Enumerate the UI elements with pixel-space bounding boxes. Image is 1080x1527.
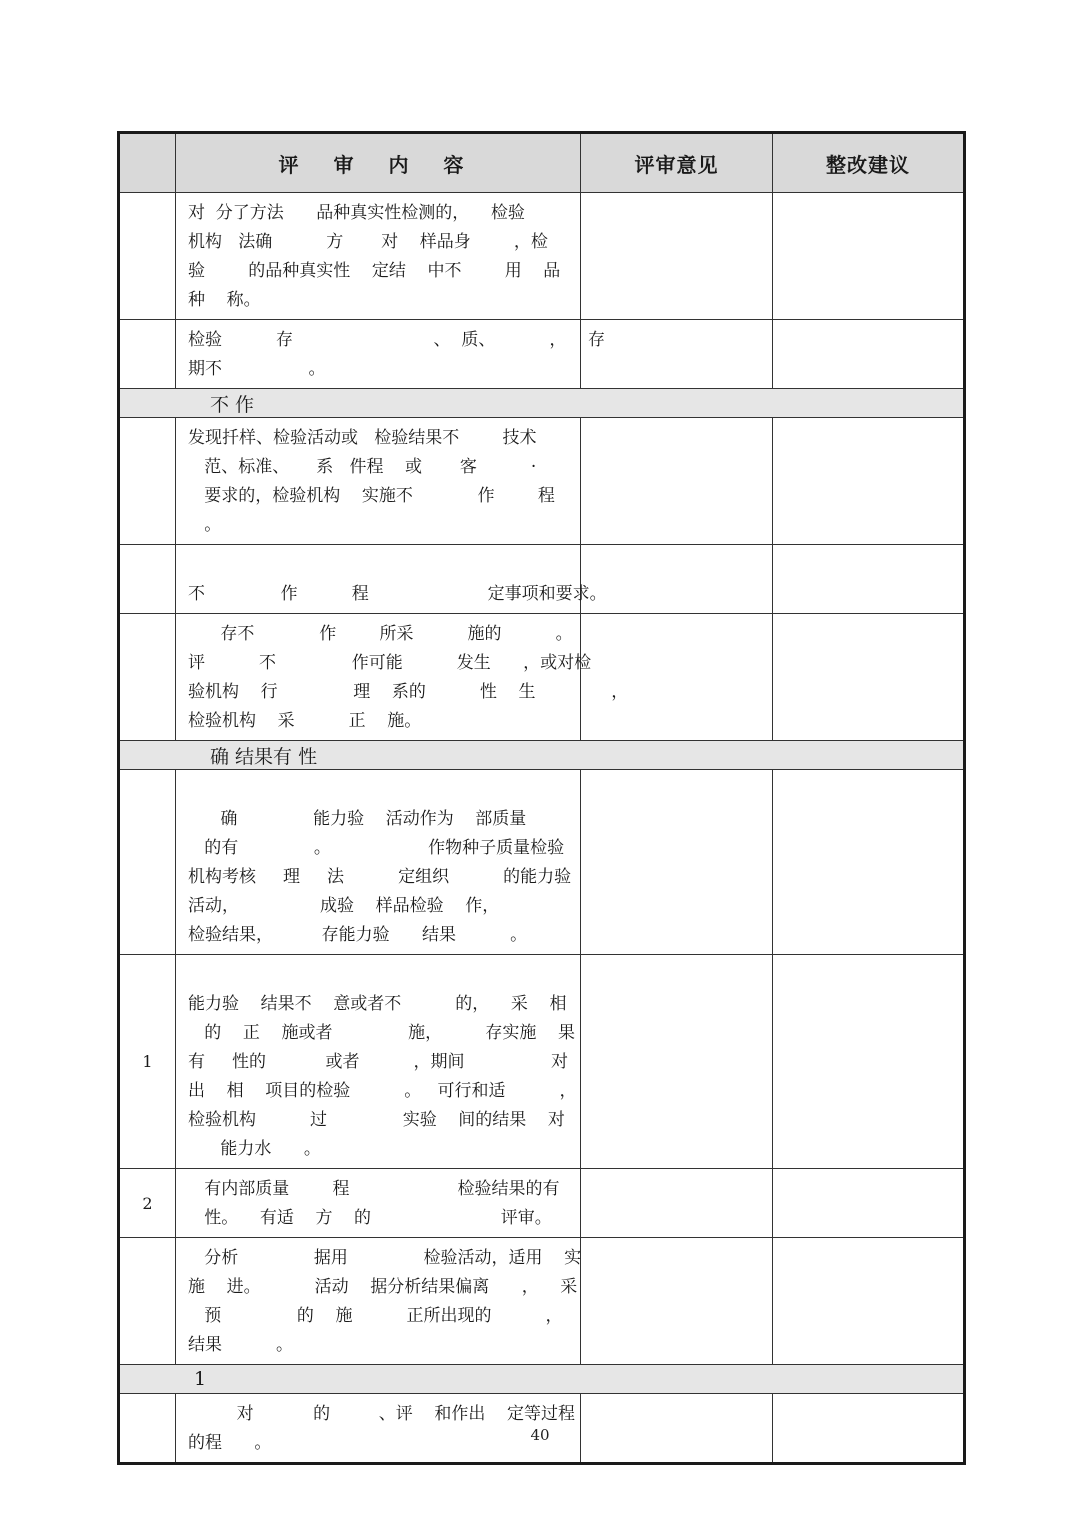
suggestion-cell[interactable] — [773, 955, 965, 1169]
opinion-cell[interactable] — [581, 1169, 773, 1238]
row-number — [119, 545, 176, 614]
row-number — [119, 1238, 176, 1365]
table-row — [119, 770, 965, 955]
table-row — [119, 193, 965, 320]
opinion-cell[interactable] — [581, 545, 773, 614]
header-num — [119, 133, 176, 193]
row-number — [119, 614, 176, 741]
opinion-cell[interactable] — [581, 193, 773, 320]
content-line: 活动， 成验 样品检验 作， — [188, 896, 500, 916]
content-line: 检验 存 、 质、 ， 存 — [188, 330, 605, 350]
opinion-cell[interactable] — [581, 418, 773, 545]
table-row — [119, 1238, 965, 1365]
content-line: 。 — [188, 515, 222, 535]
content-line: 机构 法确 方 对 样品身 ，检 — [188, 232, 548, 252]
suggestion-cell[interactable] — [773, 1238, 965, 1365]
content-line: 确 能力验 活动作为 部质量 — [188, 809, 527, 829]
row-number: 1 — [119, 955, 176, 1169]
content-line: 种 称。 — [188, 290, 261, 310]
table-row — [119, 418, 965, 545]
row-number — [119, 193, 176, 320]
content-line: 期不 。 — [188, 359, 326, 379]
content-line — [188, 551, 570, 580]
content-line: 验 的品种真实性 定结 中不 用 品 — [188, 261, 561, 281]
content-line: 出 相 项目的检验 。 可行和适 ， — [188, 1081, 577, 1101]
opinion-cell[interactable] — [581, 955, 773, 1169]
table-row — [119, 1169, 965, 1238]
content-line: 发现扦样、检验活动或 检验结果不 技术 — [188, 428, 537, 448]
header-opinion: 评审意见 — [581, 133, 773, 193]
content-line: 分析 据用 检验活动，适用 实 — [188, 1248, 582, 1268]
content-line: 范、标准、 系 件程 或 客 · — [188, 457, 537, 477]
review-table — [117, 131, 966, 1465]
section-row — [119, 389, 965, 418]
review-content-cell — [176, 614, 629, 741]
content-line: 有 性的 或者 ，期间 对 — [188, 1052, 568, 1072]
review-content-cell — [176, 193, 581, 320]
section-title: 确 结果有 性 — [119, 741, 965, 770]
opinion-cell[interactable] — [581, 320, 773, 389]
review-content-cell — [176, 1169, 581, 1238]
content-line: 存不 作 所采 施的 。 — [188, 624, 573, 644]
content-line: 结果 。 — [188, 1335, 294, 1355]
review-content-cell — [176, 1238, 581, 1365]
suggestion-cell[interactable] — [773, 770, 965, 955]
opinion-cell[interactable] — [581, 1238, 773, 1365]
table-row — [119, 320, 965, 389]
content-line: 要求的，检验机构 实施不 作 程 — [188, 486, 555, 506]
row-number: 2 — [119, 1169, 176, 1238]
table-row — [119, 545, 965, 614]
section-title: 1 — [119, 1365, 965, 1394]
section-row — [119, 741, 965, 770]
content-line: 的程 。 — [188, 1433, 272, 1453]
suggestion-cell[interactable] — [773, 320, 965, 389]
content-line: 能力水 。 — [188, 1139, 321, 1159]
row-number — [119, 418, 176, 545]
content-line: 验机构 行 理 系的 性 生 ， — [188, 682, 629, 702]
content-line: 不 作 程 定事项和要求。 — [188, 584, 607, 604]
row-number — [119, 770, 176, 955]
suggestion-cell[interactable] — [773, 614, 965, 741]
page-number: 40 — [530, 1426, 550, 1444]
header-content: 评 审 内 容 — [176, 133, 581, 193]
row-number — [119, 320, 176, 389]
review-content-cell — [176, 770, 581, 955]
content-line: 机构考核 理 法 定组织 的能力验 — [188, 867, 572, 887]
suggestion-cell[interactable] — [773, 545, 965, 614]
table-row — [119, 955, 965, 1169]
content-line: 检验结果， 存能力验 结果 。 — [188, 925, 528, 945]
content-line: 对 分了方法 品种真实性检测的， 检验 — [188, 203, 525, 223]
content-line: 检验机构 过 实验 间的结果 对 — [188, 1110, 565, 1130]
review-content-cell — [176, 955, 581, 1169]
content-line: 检验机构 采 正 施。 — [188, 711, 422, 731]
review-content-cell — [176, 320, 605, 389]
table-row — [119, 614, 965, 741]
content-line: 的 正 施或者 施， 存实施 果 — [188, 1023, 575, 1043]
content-line: 施 进。 活动 据分析结果偏离 ， 采 — [188, 1277, 578, 1297]
content-line: 的有 。 作物种子质量检验 — [188, 838, 565, 858]
content-line: 预 的 施 正所出现的 ， — [188, 1306, 563, 1326]
review-content-cell — [176, 418, 581, 545]
content-line — [188, 776, 570, 805]
suggestion-cell[interactable] — [773, 1169, 965, 1238]
review-content-cell — [176, 545, 607, 614]
section-title: 不 作 — [119, 389, 965, 418]
suggestion-cell[interactable] — [773, 418, 965, 545]
table-header-row — [119, 133, 965, 193]
content-line: 对 的 、评 和作出 定等过程 — [188, 1404, 575, 1424]
opinion-cell[interactable] — [581, 770, 773, 955]
content-line: 评 不 作可能 发生 ，或对检 — [188, 653, 592, 673]
content-line: 能力验 结果不 意或者不 的， 采 相 — [188, 994, 567, 1014]
opinion-cell[interactable] — [581, 614, 773, 741]
content-line: 有内部质量 程 检验结果的有 — [188, 1179, 560, 1199]
header-suggestion: 整改建议 — [773, 133, 965, 193]
table-body — [119, 193, 965, 1464]
suggestion-cell[interactable] — [773, 193, 965, 320]
content-line — [188, 961, 570, 990]
content-line: 性。 有适 方 的 评审。 — [188, 1208, 552, 1228]
section-row — [119, 1365, 965, 1394]
